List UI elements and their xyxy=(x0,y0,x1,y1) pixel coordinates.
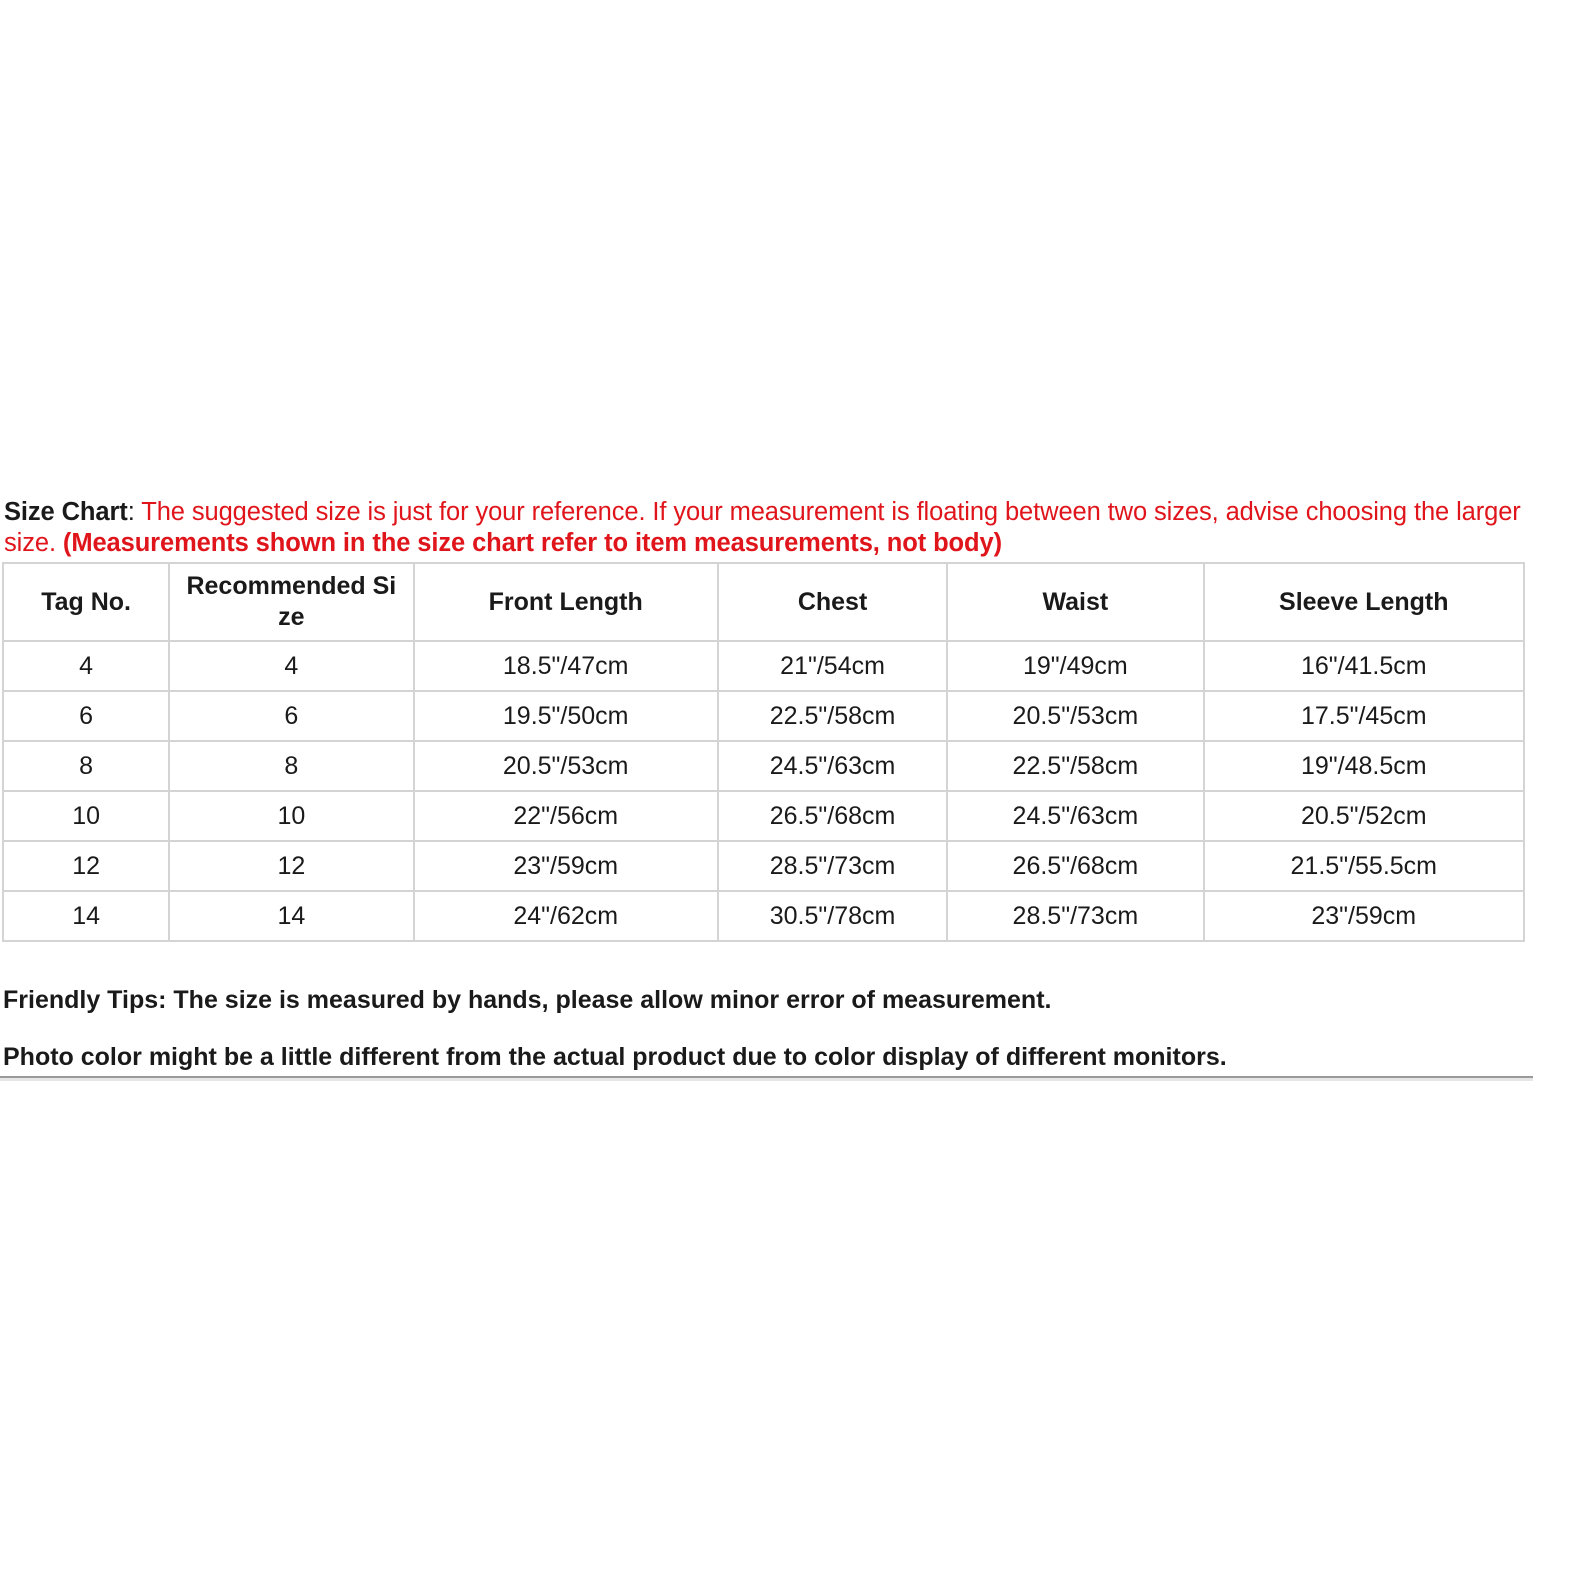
cell-sleeve-length: 23"/59cm xyxy=(1204,891,1524,941)
cell-recommended-size: 8 xyxy=(169,741,413,791)
bottom-divider xyxy=(0,1076,1533,1081)
table-row xyxy=(3,741,1524,791)
cell-sleeve-length: 21.5"/55.5cm xyxy=(1204,841,1524,891)
cell-sleeve-length: 19"/48.5cm xyxy=(1204,741,1524,791)
cell-front-length: 18.5"/47cm xyxy=(414,641,718,691)
cell-tag-no: 6 xyxy=(3,691,169,741)
cell-chest: 26.5"/68cm xyxy=(718,791,947,841)
cell-tag-no: 10 xyxy=(3,791,169,841)
cell-front-length: 22"/56cm xyxy=(414,791,718,841)
cell-front-length: 23"/59cm xyxy=(414,841,718,891)
header-recommended-size-line1: Recommended Si xyxy=(186,572,397,600)
cell-front-length: 24"/62cm xyxy=(414,891,718,941)
cell-sleeve-length: 16"/41.5cm xyxy=(1204,641,1524,691)
cell-waist: 26.5"/68cm xyxy=(947,841,1203,891)
cell-sleeve-length: 17.5"/45cm xyxy=(1204,691,1524,741)
cell-waist: 28.5"/73cm xyxy=(947,891,1203,941)
intro-colon: : xyxy=(127,498,142,526)
size-chart-intro xyxy=(4,497,1534,559)
cell-waist: 19"/49cm xyxy=(947,641,1203,691)
cell-waist: 22.5"/58cm xyxy=(947,741,1203,791)
cell-tag-no: 12 xyxy=(3,841,169,891)
cell-chest: 21"/54cm xyxy=(718,641,947,691)
header-recommended-size xyxy=(169,563,413,641)
cell-front-length: 19.5"/50cm xyxy=(414,691,718,741)
cell-chest: 24.5"/63cm xyxy=(718,741,947,791)
table-row xyxy=(3,641,1524,691)
cell-front-length: 20.5"/53cm xyxy=(414,741,718,791)
header-sleeve-length: Sleeve Length xyxy=(1204,563,1524,641)
cell-recommended-size: 4 xyxy=(169,641,413,691)
table-row xyxy=(3,691,1524,741)
header-waist: Waist xyxy=(947,563,1203,641)
color-disclaimer: Photo color might be a little different from the actual product due to color display of different monitors. xyxy=(3,1043,1227,1071)
cell-recommended-size: 6 xyxy=(169,691,413,741)
cell-waist: 24.5"/63cm xyxy=(947,791,1203,841)
table-header-row xyxy=(3,563,1524,641)
measurement-disclaimer: (Measurements shown in the size chart refer to item measurements, not body) xyxy=(62,529,1002,557)
cell-tag-no: 8 xyxy=(3,741,169,791)
table-row xyxy=(3,791,1524,841)
cell-tag-no: 4 xyxy=(3,641,169,691)
size-chart-label: Size Chart xyxy=(4,498,128,526)
header-recommended-size-line2: ze xyxy=(278,603,305,631)
cell-waist: 20.5"/53cm xyxy=(947,691,1203,741)
cell-recommended-size: 12 xyxy=(169,841,413,891)
cell-chest: 28.5"/73cm xyxy=(718,841,947,891)
cell-recommended-size: 10 xyxy=(169,791,413,841)
cell-sleeve-length: 20.5"/52cm xyxy=(1204,791,1524,841)
cell-recommended-size: 14 xyxy=(169,891,413,941)
cell-chest: 22.5"/58cm xyxy=(718,691,947,741)
header-tag-no: Tag No. xyxy=(3,563,169,641)
cell-chest: 30.5"/78cm xyxy=(718,891,947,941)
size-table xyxy=(2,562,1525,942)
size-reference-note: The suggested size is just for your reference. If your measurement is floating between two sizes, advise choosing the larger size. xyxy=(4,498,1521,557)
table-row xyxy=(3,891,1524,941)
header-front-length: Front Length xyxy=(414,563,718,641)
table-row xyxy=(3,841,1524,891)
cell-tag-no: 14 xyxy=(3,891,169,941)
header-chest: Chest xyxy=(718,563,947,641)
friendly-tips: Friendly Tips: The size is measured by hands, please allow minor error of measurement. xyxy=(3,986,1052,1014)
